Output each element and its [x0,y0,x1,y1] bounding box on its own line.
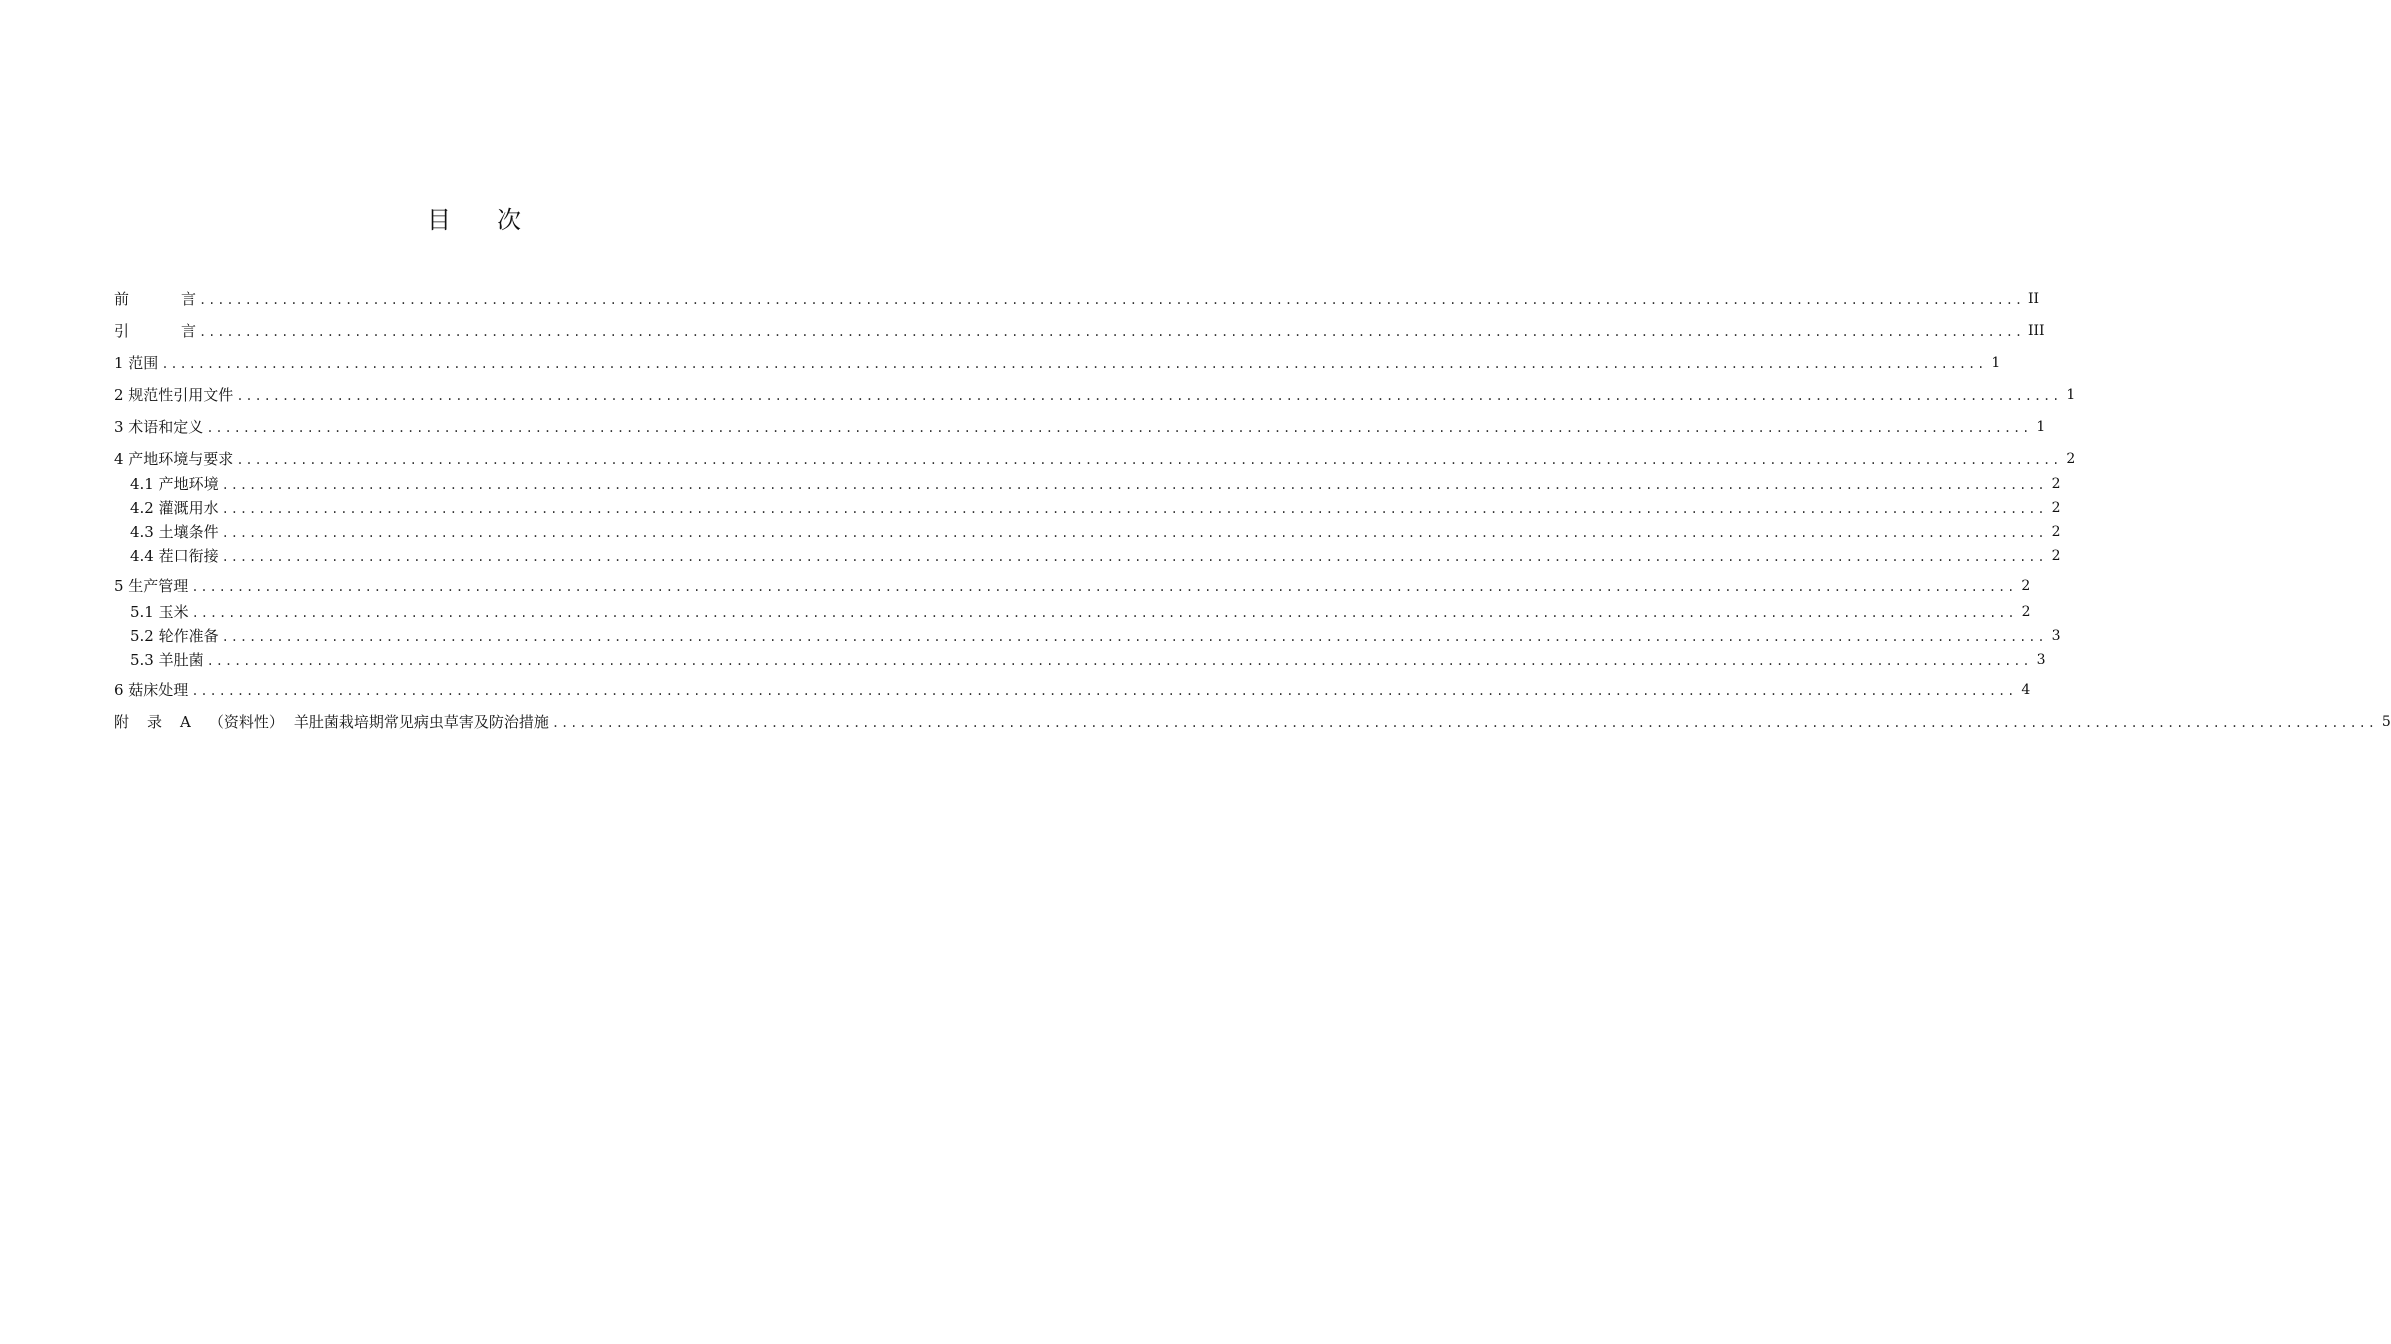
toc-entry-label: 5.3 羊肚菌 [130,651,204,669]
dot-leader: ........................................................................................................................................................................................................ [236,453,2062,467]
dot-leader: ........................................................................................................................................................................................................ [221,550,2047,564]
dot-leader: ........................................................................................................................................................................................................ [191,580,2017,594]
toc-entry-introduction[interactable] [114,320,2045,342]
toc-entry-label: 引 言 [114,322,197,340]
dot-leader: ........................................................................................................................................................................................................ [221,502,2047,516]
toc-page-number: 5 [2381,714,2391,730]
toc-entry-label: 3 术语和定义 [114,418,204,436]
toc-entry-label: 2 规范性引用文件 [114,386,234,404]
toc-entry-label: 5.1 玉米 [130,603,189,621]
dot-leader: ........................................................................................................................................................................................................ [206,421,2032,435]
toc-entry-label: 4.4 茬口衔接 [130,547,219,565]
toc-page-number: III [2027,323,2045,339]
toc-entry-appendix-a[interactable] [114,711,2391,733]
title-char-1: 目 [427,206,453,234]
dot-leader: ........................................................................................................................................................................................................ [236,389,2062,403]
toc-page-number: 2 [2021,604,2031,620]
toc-entry-5-1[interactable] [130,601,2031,623]
toc-entry-4-1[interactable] [130,473,2061,495]
dot-leader: ........................................................................................................................................................................................................ [551,716,2377,730]
toc-entry-foreword[interactable] [114,288,2040,310]
dot-leader: ........................................................................................................................................................................................................ [221,478,2047,492]
toc-page-number: 1 [1991,355,2001,371]
toc-entry-label: 1 范围 [114,354,159,372]
dot-leader: ........................................................................................................................................................................................................ [199,325,2024,339]
toc-page-number: 2 [2066,451,2076,467]
toc-page-number: 1 [2066,387,2076,403]
dot-leader: ........................................................................................................................................................................................................ [221,526,2047,540]
toc-page-number: 2 [2021,578,2031,594]
toc-entry-label: 6 菇床处理 [114,681,189,699]
toc-page-number: 2 [2051,476,2061,492]
title-char-2: 次 [497,206,523,234]
toc-page-number: 2 [2051,548,2061,564]
dot-leader: ........................................................................................................................................................................................................ [221,630,2047,644]
toc-entry-4-4[interactable] [130,545,2061,567]
toc-entry-label: 前 言 [114,290,197,308]
dot-leader: ........................................................................................................................................................................................................ [199,293,2024,307]
page-title [0,200,950,235]
dot-leader: ........................................................................................................................................................................................................ [161,357,1987,371]
toc-entry-label: 4.2 灌溉用水 [130,499,219,517]
toc-page-number: 2 [2051,524,2061,540]
toc-page-number: 4 [2021,682,2031,698]
toc-entry-label: 5 生产管理 [114,577,189,595]
toc-entry-3[interactable] [114,416,2046,438]
toc-page-number: 3 [2051,628,2061,644]
toc-page-number: II [2027,291,2040,307]
toc-entry-label: 5.2 轮作准备 [130,627,219,645]
toc-page-number: 3 [2036,652,2046,668]
toc-entry-label: 4.3 土壤条件 [130,523,219,541]
toc-entry-label: 4 产地环境与要求 [114,450,234,468]
dot-leader: ........................................................................................................................................................................................................ [206,654,2032,668]
dot-leader: ........................................................................................................................................................................................................ [191,684,2017,698]
toc-entry-4-3[interactable] [130,521,2061,543]
toc-entry-1[interactable] [114,352,2001,374]
toc-page-number: 1 [2036,419,2046,435]
toc-entry-5-2[interactable] [130,625,2061,647]
dot-leader: ........................................................................................................................................................................................................ [191,606,2017,620]
toc-entry-6[interactable] [114,679,2031,701]
toc-entry-4-2[interactable] [130,497,2061,519]
toc-entry-label: 附 录 A （资料性） 羊肚菌栽培期常见病虫草害及防治措施 [114,713,549,731]
toc-page-number: 2 [2051,500,2061,516]
toc-entry-4[interactable] [114,448,2076,470]
toc-entry-5[interactable] [114,575,2031,597]
toc-entry-5-3[interactable] [130,649,2046,671]
toc-entry-label: 4.1 产地环境 [130,475,219,493]
toc-entry-2[interactable] [114,384,2076,406]
